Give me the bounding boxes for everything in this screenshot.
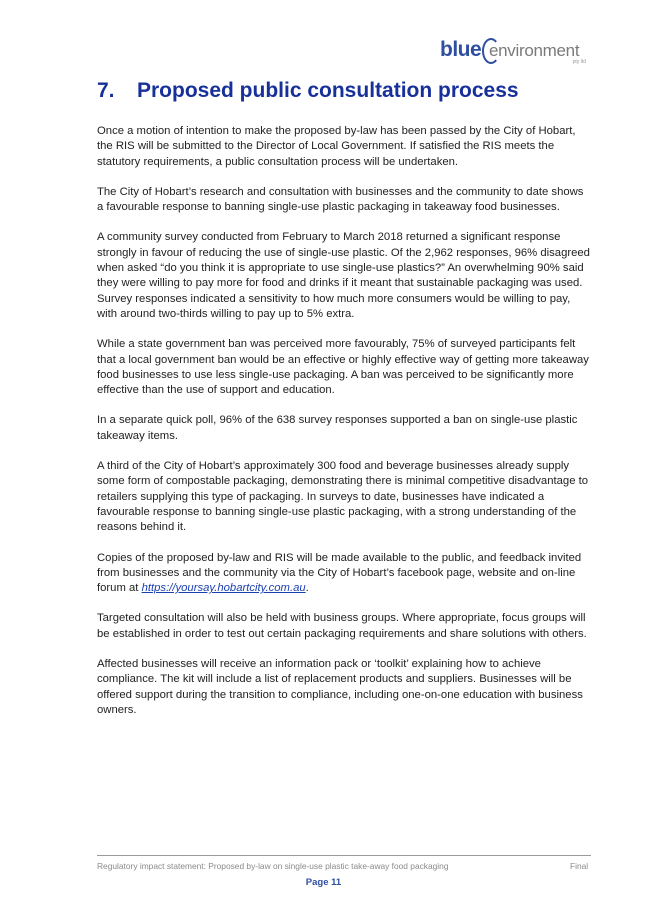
footer-document-title: Regulatory impact statement: Proposed by-law on single-use plastic take-away food packaging [97, 861, 449, 871]
logo-word-blue: blue [440, 38, 482, 61]
company-logo [440, 38, 592, 68]
logo-suffix: pty ltd [572, 59, 586, 65]
section-heading [97, 79, 519, 103]
paragraph-research: The City of Hobart’s research and consultation with businesses and the community to date shows a favourable response to banning single-use plastic packaging in takeaway food businesses. [97, 185, 584, 214]
copies-text-end: . [305, 582, 309, 595]
yoursay-link[interactable]: https://yoursay.hobartcity.com.au [141, 582, 306, 595]
paragraph-toolkit: Affected businesses will receive an information pack or ‘toolkit’ explaining how to achieve compliance. The kit will include a list of replacement products and suppliers. Businesses will be offered support during the transition to compliance, including one-on-one education with business owners. [97, 658, 583, 716]
footer-status: Final [570, 861, 589, 871]
logo-word-environment: environment [489, 41, 580, 60]
section-title: Proposed public consultation process [137, 79, 519, 102]
copies-text: Copies of the proposed by-law and RIS will be made available to the public, and feedback invited from businesses and the community via the City of Hobart’s facebook page, website and on-line forum at [97, 551, 582, 595]
paragraph-motion: Once a motion of intention to make the proposed by-law has been passed by the City of Hobart, the RIS will be submitted to the Director of Local Government. If satisfied the RIS meets the statutory requirements, a public consultation process will be undertaken. [97, 125, 576, 168]
page-number: Page 11 [305, 877, 342, 888]
paragraph-copies [97, 551, 591, 597]
section-number: 7. [97, 79, 115, 102]
paragraph-quick-poll: In a separate quick poll, 96% of the 638 survey responses supported a ban on single-use plastic takeaway items. [97, 414, 578, 442]
paragraph-targeted: Targeted consultation will also be held with business groups. Where appropriate, focus groups will be established in order to test out certain packaging requirements and share solutions with others. [97, 612, 587, 640]
footer-divider [97, 855, 591, 856]
paragraph-state-ban: While a state government ban was perceived more favourably, 75% of surveyed participants felt that a local government ban would be an effective or highly effective way of getting more takeaway food businesses to use less single-use packaging. A ban was perceived to be significantly more effective than the use of support and education. [97, 338, 589, 397]
paragraph-businesses: A third of the City of Hobart’s approximately 300 food and beverage businesses already supply some form of compostable packaging, demonstrating there is minimal competitive disadvantage to retailers supplying this type of packaging. In surveys to date, businesses have indicated a favourable response to banning single-use plastic packaging, with a strong understanding of the reasons behind it. [97, 460, 589, 534]
paragraph-community-survey: A community survey conducted from February to March 2018 returned a significant response strongly in favour of reducing the use of single-use plastic. Of the 2,962 responses, 96% disagreed when asked “do you think it is appropriate to use single-use plastics?” An overwhelming 90% said they were willing to pay more for food and drinks if it meant that sustainable packaging was used. Survey responses indicated a sensitivity to how much more consumers would be willing to pay, with around two-thirds willing to pay up to 5% extra. [97, 231, 590, 320]
body-text [97, 124, 591, 733]
